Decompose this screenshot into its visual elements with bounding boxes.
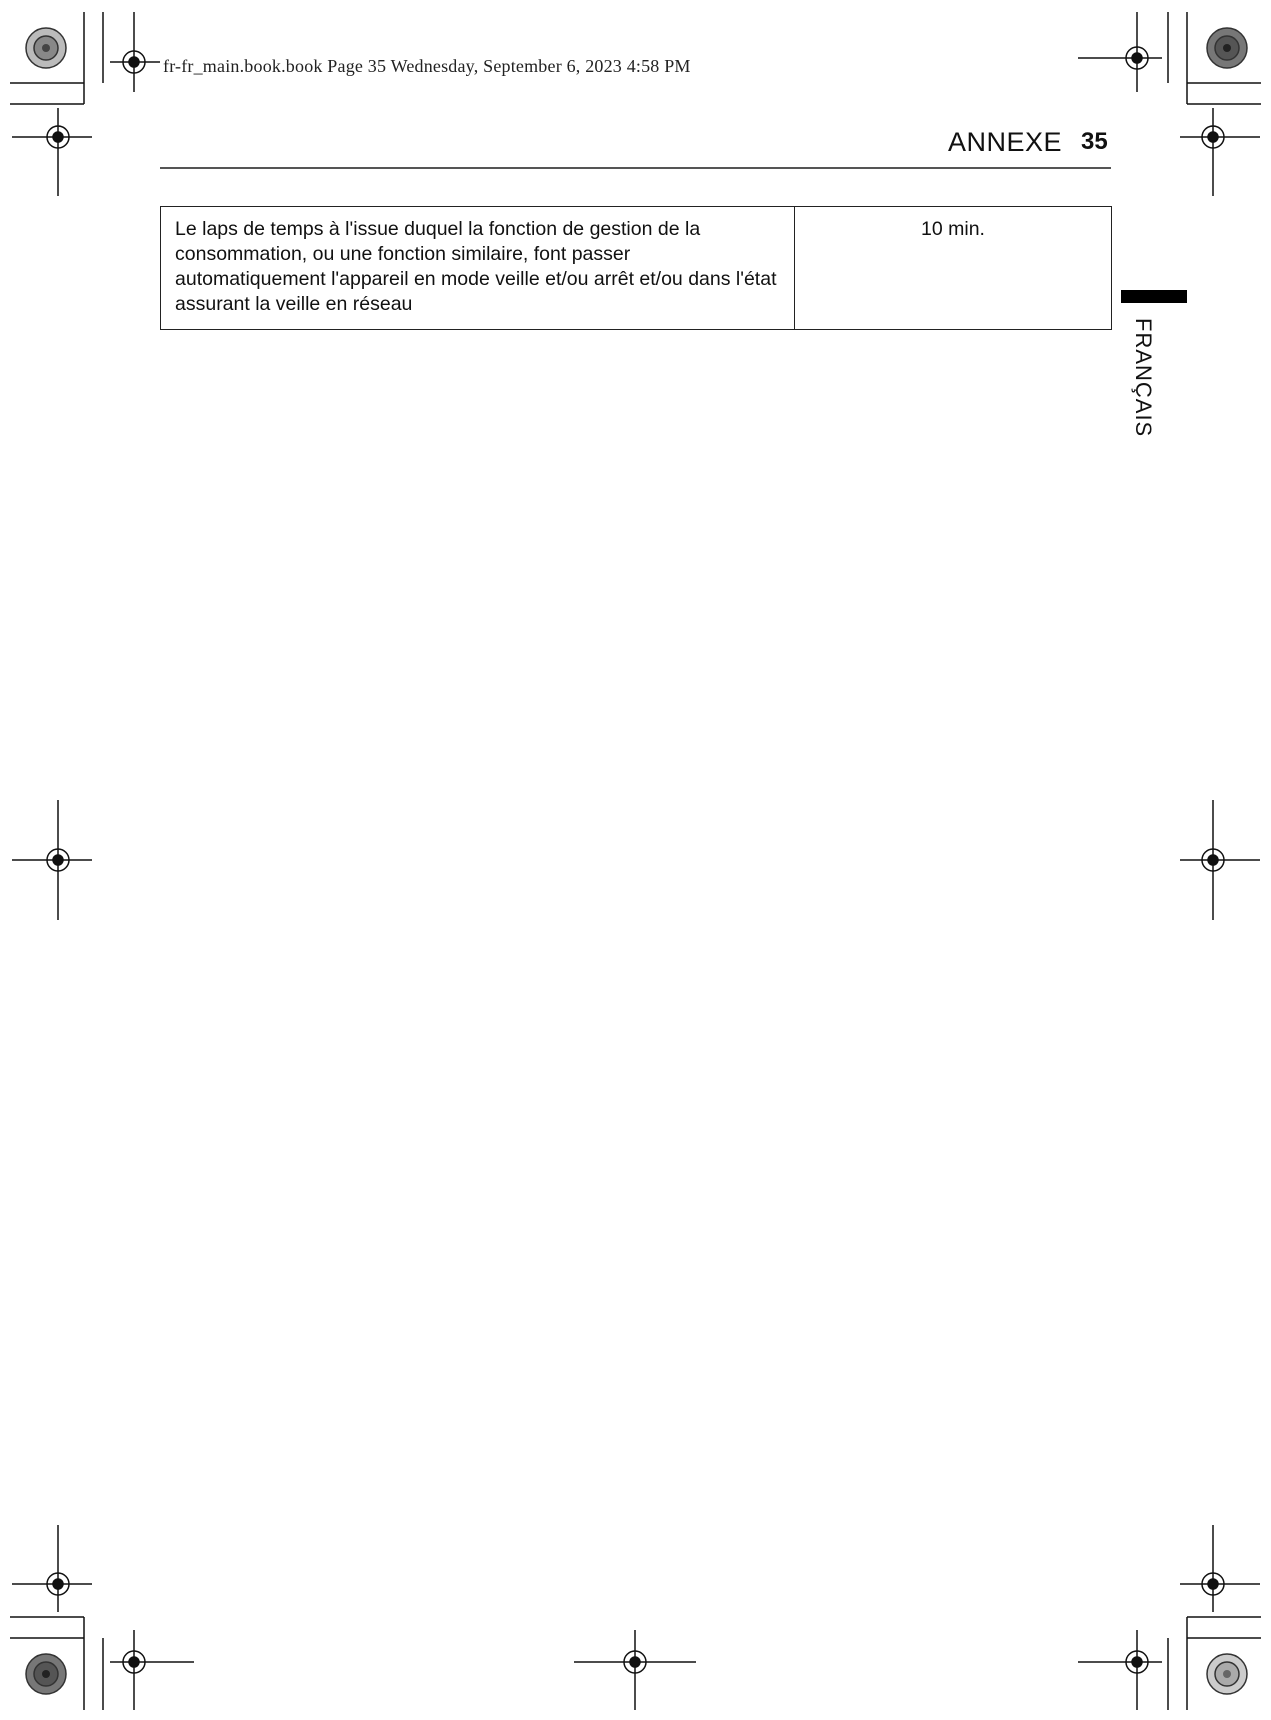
crosshair-target-icon [12, 108, 92, 196]
crosshair-target-icon [1180, 108, 1260, 196]
color-wheel-top-right-icon [1207, 28, 1247, 68]
section-title: ANNEXE [947, 127, 1062, 157]
language-tab-label: FRANÇAIS [1131, 318, 1156, 438]
color-wheel-bottom-left-icon [26, 1654, 66, 1694]
color-wheel-bottom-right-icon [1207, 1654, 1247, 1694]
crosshair-target-icon [574, 1630, 696, 1710]
crosshair-target-icon [110, 1630, 194, 1710]
print-info-line: fr-fr_main.book.book Page 35 Wednesday, September 6, 2023 4:58 PM [163, 56, 691, 76]
page-number: 35 [1081, 128, 1108, 155]
color-wheel-top-left-icon [26, 28, 66, 68]
crosshair-target-icon [1078, 12, 1162, 92]
crosshair-target-icon [1180, 1525, 1260, 1612]
crosshair-target-icon [1180, 800, 1260, 920]
spec-table [160, 206, 1112, 330]
crosshair-target-icon [1078, 1630, 1162, 1710]
header-divider [160, 167, 1111, 169]
table-cell-value: 10 min. [795, 207, 1112, 330]
language-tab-marker [1121, 290, 1187, 303]
crosshair-target-icon [12, 800, 92, 920]
crosshair-target-icon [12, 1525, 92, 1612]
crosshair-target-icon [110, 12, 160, 92]
table-row [161, 207, 1112, 330]
table-cell-description: Le laps de temps à l'issue duquel la fonction de gestion de la consommation, ou une fonction similaire, font passer automatiquement l'appareil en mode veille et/ou arrêt et/ou dans l'état assurant la veille en réseau [161, 207, 795, 330]
